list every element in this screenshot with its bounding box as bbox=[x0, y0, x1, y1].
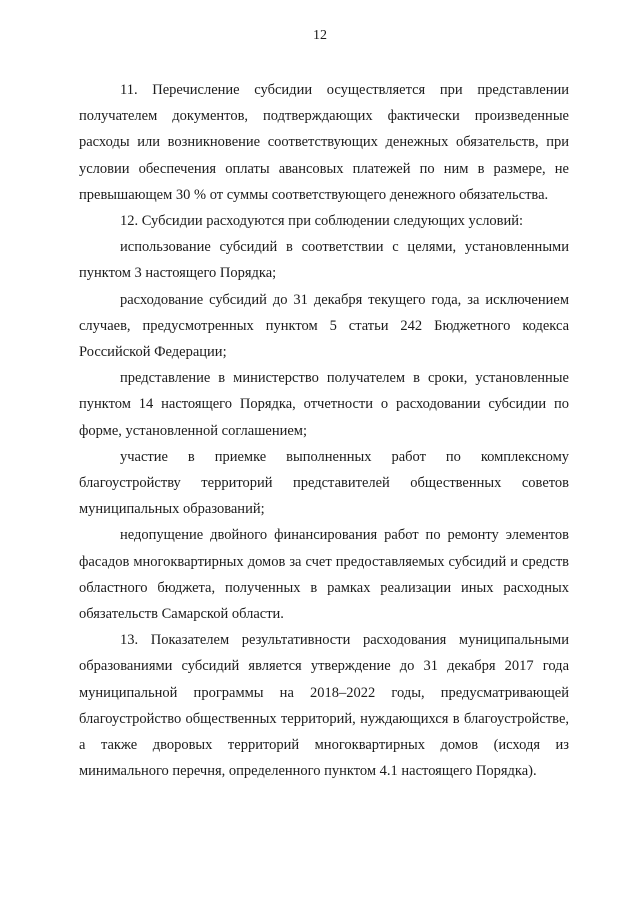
condition-acceptance-participation: участие в приемке выполненных работ по комплексному благоустройству территорий представителей общественных советов муниципальных образований; bbox=[79, 448, 569, 518]
document-body bbox=[79, 77, 569, 784]
condition-purpose-use: использование субсидий в соответствии с целями, установленными пунктом 3 настоящего Порядка; bbox=[79, 239, 569, 282]
paragraph-13-performance-indicator: 13. Показателем результативности расходования муниципальными образованиями субсидий является утверждение до 31 декабря 2017 года муниципальной программы на 2018–2022 годы, предусматривающей благоустройство общественных территорий, нуждающихся в благоустройстве, а также дворовых территорий многоквартирных домов (исходя из минимального перечня, определенного пунктом 4.1 настоящего Порядка). bbox=[79, 632, 569, 780]
condition-no-double-financing: недопущение двойного финансирования работ по ремонту элементов фасадов многоквартирных домов за счет предоставляемых субсидий и средств областного бюджета, полученных в рамках реализации иных расходных обязательств Самарской области. bbox=[79, 527, 569, 623]
paragraph-11-transfer-conditions: 11. Перечисление субсидии осуществляется при представлении получателем документов, подтверждающих фактически произведенные расходы или возникновение соответствующих денежных обязательств, при условии обеспечения оплаты авансовых платежей по ним в размере, не превышающем 30 % от суммы соответствующего денежного обязательства. bbox=[79, 82, 569, 203]
paragraph-12-spending-conditions: 12. Субсидии расходуются при соблюдении следующих условий: bbox=[120, 213, 524, 230]
condition-reporting: представление в министерство получателем в сроки, установленные пунктом 14 настоящего Порядка, отчетности о расходовании субсидии по форме, установленной соглашением; bbox=[79, 370, 569, 439]
condition-spending-deadline: расходование субсидий до 31 декабря текущего года, за исключением случаев, предусмотренных пунктом 5 статьи 242 Бюджетного кодекса Российской Федерации; bbox=[79, 291, 569, 361]
page-number: 12 bbox=[313, 28, 327, 43]
